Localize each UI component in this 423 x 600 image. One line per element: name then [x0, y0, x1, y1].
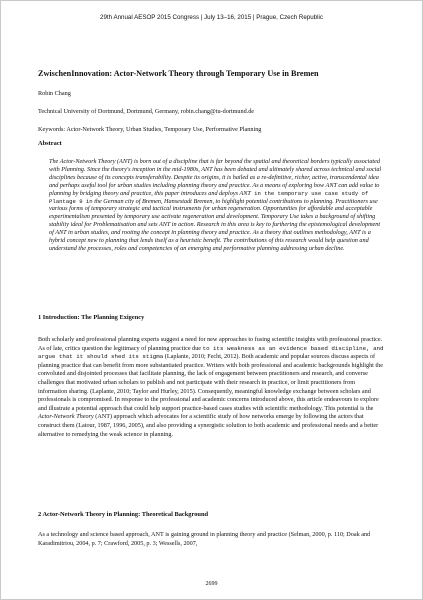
section-1-text-3: (ANT) approach which advocates for a scientific study of how networks emerge by following the actors that construct them (Latour, 1987, 1996, 2005), and also providing a synergistic solution to both academic and professional needs and a better alternative to remedying the weak science in planning. — [38, 413, 379, 438]
keywords-line: Keywords: Actor-Network Theory, Urban Studies, Temporary Use, Performative Planning — [38, 126, 262, 133]
section-1-italic-term: Actor-Network Theory — [38, 413, 94, 421]
page-number: 2699 — [205, 581, 218, 587]
abstract-text-2: the German city of Bremen, Hansestadt Bremen, to highlight potential contributions to planning. Practitioners use various forms of temporary strategic and tactical instruments for urban regeneration. Opportunities for affordable and acceptable experimentalism presented by temporary use activate regeneration and development. Temporary Use takes a background of shifting stability ideal for Problematisation and sets ANT in action. Research in this area is key to furthering the epistemological development of ANT in urban studies, and rooting the concept in planning theory and practice. As a theory that outlines methodology, ANT is a hybrid concept new to planning that lends itself as a heuristic benefit. The contributions of this research would help question and understand the processes, roles and competencies of an emerging and performative planning addressing urban decline. — [49, 197, 381, 252]
running-header: 29th Annual AESOP 2015 Congress | July 13–16, 2015 | Prague, Czech Republic — [100, 14, 323, 21]
section-2-body: As a technology and science based approach, ANT is gaining ground in planning theory and practice (Selman, 2000, p. 110; Doak and Karadimitriou, 2004, p. 7; Crawford, 2005, p. 3; Wessells, 2007, — [38, 531, 371, 547]
abstract-heading: Abstract — [38, 140, 62, 147]
paper-title: ZwischenInnovation: Actor-Network Theory through Temporary Use in Bremen — [38, 69, 319, 78]
section-1-mono-text: to its weakness as an evidence based discipline, and argue that it should shed its stigma — [38, 344, 384, 361]
abstract-text-1: The Actor-Network Theory (ANT) is born out of a discipline that is far beyond the spatial and theoretical borders typically associated with Planning. Since the theory's inception in the mid-1980s, ANT has been debated and ultimately shared across technical and social disciplines because of its concepts transferability. Despite its origins, it is hailed as a re-definitive, richer, active, transcendental idea and perhaps useful tool for urban studies including planning theory and practice. As a means of exploring how ANT can add value to planning by bridging theory and practice, this paper introduces and deploys ANT — [49, 158, 382, 197]
section-1-text-1: Both scholarly and professional planning experts suggest a need for new approaches to fusing scientific insights with professional practice. As of late, critics question the legitimacy of planning practice due — [38, 336, 383, 352]
abstract-body — [49, 158, 385, 253]
section-1-body — [38, 336, 384, 439]
author-name: Robin Chang — [38, 90, 71, 97]
author-affiliation: Technical University of Dortmund, Dortmund, Germany, robin.chang@tu-dortmund.de — [38, 108, 255, 115]
abstract-mono-text: in the temporary use case study of Plantage 9 in — [49, 189, 369, 205]
section-1-heading: 1 Introduction: The Planning Exigency — [38, 314, 145, 321]
section-2-heading: 2 Actor-Network Theory in Planning: Theoretical Background — [38, 511, 209, 518]
section-1-text-2: (Laplante, 2010; Fecht, 2012). Both academic and popular sources discuss aspects of planning practice that can benefit from more substantiated practice. Writers with both professional and academic backgrounds highlight the convoluted and disjointed processes that facilitate planning, the lack of engagement between practitioners and research, and converse challenges that motivated urban scholars to publish and not participate with their research in practice, or limit practitioners from information sharing. (Laplante, 2010; Taylor and Hurley, 2015). Consequently, meaningful knowledge exchange between scholars and professionals is compromised. In response to the professional and academic concerns introduced above, this article endeavours to explore and illustrate a potential approach that could help support practice-based cases studies with scientific methodology. This potential is the — [38, 353, 383, 412]
